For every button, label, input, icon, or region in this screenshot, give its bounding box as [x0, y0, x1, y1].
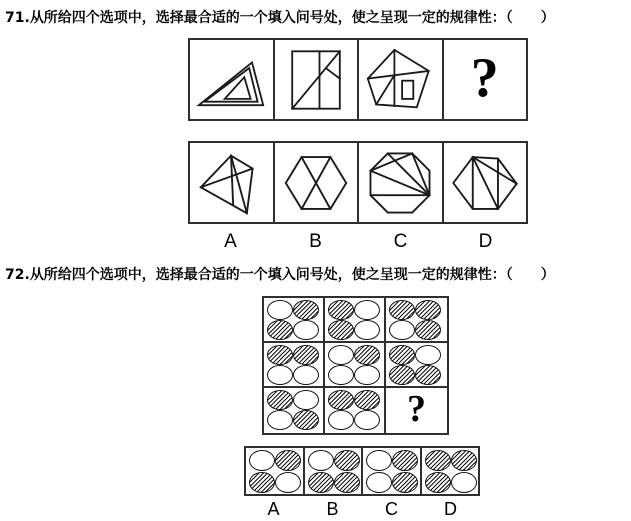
hatched-circle-top-left	[328, 390, 354, 410]
white-circle-bottom-right	[354, 320, 380, 340]
hatched-circle-top-right	[293, 300, 319, 320]
white-circle-top-right	[293, 390, 319, 410]
option-c-cell[interactable]	[363, 448, 422, 494]
square-with-diagonal-figure	[280, 45, 352, 115]
white-circle-bottom-left	[328, 410, 354, 430]
hatched-circle-bottom-right	[415, 320, 441, 340]
option-a-cell[interactable]	[190, 143, 275, 222]
hatched-circle-top-left	[328, 300, 354, 320]
grid-cell	[325, 343, 386, 388]
grid-question-mark-cell	[386, 388, 447, 433]
hatched-circle-bottom-left	[389, 365, 415, 385]
white-circle-bottom-right	[293, 320, 319, 340]
hatched-circle-top-left	[267, 345, 293, 365]
nested-right-triangles-figure	[193, 45, 269, 115]
hatched-circle-top-right	[354, 390, 380, 410]
option-b-label[interactable]: B	[326, 499, 339, 519]
hatched-circle-top-left	[389, 300, 415, 320]
white-circle-bottom-left	[389, 320, 415, 340]
question-71-option-labels	[188, 231, 528, 253]
hatched-circle-top-right	[392, 450, 418, 471]
white-circle-top-right	[354, 300, 380, 320]
option-d-cell[interactable]	[422, 448, 479, 494]
sequence-cell-1	[190, 40, 275, 119]
option-d-figure	[449, 147, 521, 219]
white-circle-bottom-right	[451, 472, 477, 493]
white-circle-top-left	[249, 450, 275, 471]
hatched-circle-top-right	[354, 345, 380, 365]
grid-cell	[325, 388, 386, 433]
white-circle-bottom-right	[293, 365, 319, 385]
option-b-cell[interactable]	[305, 448, 364, 494]
hatched-circle-top-left	[267, 390, 293, 410]
hatched-circle-bottom-left	[267, 320, 293, 340]
hatched-circle-bottom-right	[334, 472, 360, 493]
option-c-label[interactable]: C	[393, 231, 408, 252]
white-circle-bottom-right	[275, 472, 301, 493]
question-72-option-labels	[244, 499, 480, 520]
hatched-circle-bottom-right	[392, 472, 418, 493]
white-circle-top-left	[267, 300, 293, 320]
white-circle-top-left	[308, 450, 334, 471]
hatched-circle-top-left	[389, 345, 415, 365]
white-circle-top-right	[415, 345, 441, 365]
white-circle-top-left	[366, 450, 392, 471]
hatched-circle-bottom-right	[415, 365, 441, 385]
hatched-circle-top-right	[451, 450, 477, 471]
question-71-prompt	[5, 7, 555, 27]
question-72-options-box	[244, 446, 480, 496]
pentagon-with-rectangle-figure	[361, 45, 439, 115]
hatched-circle-top-left	[425, 450, 451, 471]
option-a-label[interactable]: A	[267, 499, 280, 519]
option-c-label[interactable]: C	[385, 499, 398, 519]
hatched-circle-top-right	[275, 450, 301, 471]
hatched-circle-top-right	[334, 450, 360, 471]
white-circle-bottom-right	[354, 365, 380, 385]
sequence-cell-question	[444, 40, 527, 119]
question-71-sequence-box	[188, 38, 528, 121]
white-circle-bottom-left	[267, 410, 293, 430]
hatched-circle-bottom-left	[308, 472, 334, 493]
option-a-figure	[195, 147, 267, 219]
question-72-prompt	[5, 264, 555, 284]
question-72-number: 72.	[5, 267, 30, 283]
white-circle-bottom-left	[328, 365, 354, 385]
grid-cell	[264, 388, 325, 433]
option-b-cell[interactable]	[275, 143, 360, 222]
hatched-circle-top-right	[293, 345, 319, 365]
question-mark: ?	[407, 387, 426, 430]
question-71-options-box	[188, 141, 528, 224]
grid-cell	[386, 343, 447, 388]
grid-cell	[264, 343, 325, 388]
option-a-cell[interactable]	[246, 448, 305, 494]
option-d-label[interactable]: D	[444, 499, 457, 519]
white-circle-bottom-left	[267, 365, 293, 385]
option-a-label[interactable]: A	[224, 231, 237, 252]
grid-cell	[264, 298, 325, 343]
question-72-grid	[262, 296, 449, 435]
grid-cell	[386, 298, 447, 343]
option-c-figure	[364, 147, 436, 219]
option-b-figure	[280, 147, 352, 219]
hatched-circle-bottom-left	[328, 320, 354, 340]
sequence-cell-3	[359, 40, 444, 119]
sequence-cell-2	[275, 40, 360, 119]
hatched-circle-bottom-left	[425, 472, 451, 493]
white-circle-bottom-right	[354, 410, 380, 430]
grid-cell	[325, 298, 386, 343]
option-d-label[interactable]: D	[478, 231, 493, 252]
hatched-circle-bottom-left	[249, 472, 275, 493]
hatched-circle-bottom-right	[293, 410, 319, 430]
option-d-cell[interactable]	[444, 143, 527, 222]
question-72-text: 从所给四个选项中，选择最合适的一个填入问号处，使之呈现一定的规律性：（ ）	[29, 267, 555, 283]
hatched-circle-top-right	[415, 300, 441, 320]
white-circle-top-left	[328, 345, 354, 365]
white-circle-bottom-left	[366, 472, 392, 493]
question-mark: ?	[470, 46, 499, 109]
option-b-label[interactable]: B	[309, 231, 322, 252]
question-71-text: 从所给四个选项中，选择最合适的一个填入问号处，使之呈现一定的规律性：（ ）	[29, 10, 555, 26]
option-c-cell[interactable]	[359, 143, 444, 222]
question-71-number: 71.	[5, 10, 30, 26]
